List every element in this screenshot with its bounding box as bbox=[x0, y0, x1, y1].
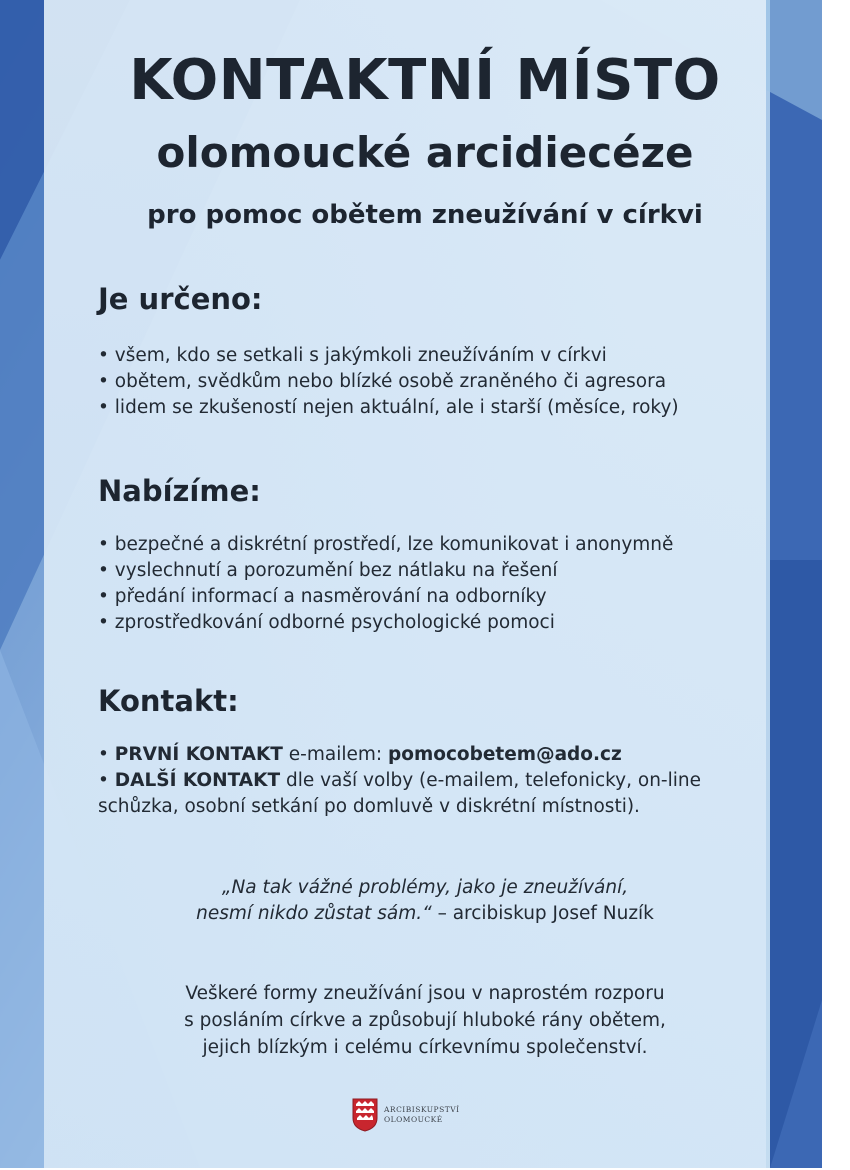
contact-heading: Kontakt: bbox=[98, 684, 239, 718]
list-item: • bezpečné a diskrétní prostředí, lze komunikovat i anonymně bbox=[98, 532, 673, 558]
second-contact-line-cont: schůzka, osobní setkání po domluvě v diskrétní místnosti). bbox=[98, 796, 640, 817]
coat-of-arms-icon bbox=[352, 1098, 378, 1132]
quote-line-2: nesmí nikdo zůstat sám.“ bbox=[196, 903, 432, 924]
list-item: • zprostředkování odborné psychologické pomoci bbox=[98, 610, 673, 636]
quote-attribution: – arcibiskup Josef Nuzík bbox=[431, 903, 654, 924]
quote-line-2-wrap bbox=[0, 901, 850, 927]
second-contact-label: DALŠÍ KONTAKT bbox=[114, 770, 281, 791]
first-contact-text: e-mailem: bbox=[282, 744, 388, 765]
contact-email-link[interactable]: pomocobetem@ado.cz bbox=[388, 744, 622, 765]
intended-heading: Je určeno: bbox=[98, 282, 263, 316]
list-item: • lidem se zkušeností nejen aktuální, ale i starší (měsíce, roky) bbox=[98, 395, 679, 421]
subtitle: pro pomoc obětem zneužívání v církvi bbox=[147, 200, 703, 230]
list-item: • obětem, svědkům nebo blízké osobě zraněného či agresora bbox=[98, 369, 679, 395]
intended-list bbox=[98, 343, 679, 421]
list-item: • předání informací a nasměrování na odborníky bbox=[98, 584, 673, 610]
logo-line-1: ARCIBISKUPSTVÍ bbox=[384, 1105, 460, 1114]
second-contact-line: • DALŠÍ KONTAKT dle vaší volby (e-mailem, telefonicky, on-line bbox=[98, 770, 701, 791]
list-item: • všem, kdo se setkali s jakýmkoli zneužíváním v církvi bbox=[98, 343, 679, 369]
second-contact-text: dle vaší volby (e-mailem, telefonicky, on-line bbox=[280, 770, 701, 791]
closing-line-2: s posláním církve a způsobují hluboké rány obětem, bbox=[184, 1010, 666, 1031]
logo-line-2: OLOMOUCKÉ bbox=[384, 1115, 443, 1124]
offer-heading: Nabízíme: bbox=[98, 474, 261, 508]
closing-statement bbox=[0, 980, 850, 1061]
logo-text bbox=[384, 1105, 460, 1125]
closing-line-3: jejich blízkým i celému církevnímu společenství. bbox=[202, 1037, 648, 1058]
closing-line-1: Veškeré formy zneužívání jsou v naprostém rozporu bbox=[185, 983, 665, 1004]
list-item: • vyslechnutí a porozumění bez nátlaku na řešení bbox=[98, 558, 673, 584]
main-title-line2: olomoucké arcidiecéze bbox=[156, 128, 694, 177]
archdiocese-logo bbox=[352, 1097, 460, 1133]
contact-block bbox=[98, 742, 738, 820]
offer-list bbox=[98, 532, 673, 636]
main-title: KONTAKTNÍ MÍSTO bbox=[129, 48, 721, 113]
first-contact-label: PRVNÍ KONTAKT bbox=[114, 744, 283, 765]
first-contact-line: • PRVNÍ KONTAKT e-mailem: pomocobetem@ado.cz bbox=[98, 744, 622, 765]
quote-line-1: „Na tak vážné problémy, jako je zneužívání, bbox=[221, 877, 629, 898]
quote-block bbox=[0, 875, 850, 927]
